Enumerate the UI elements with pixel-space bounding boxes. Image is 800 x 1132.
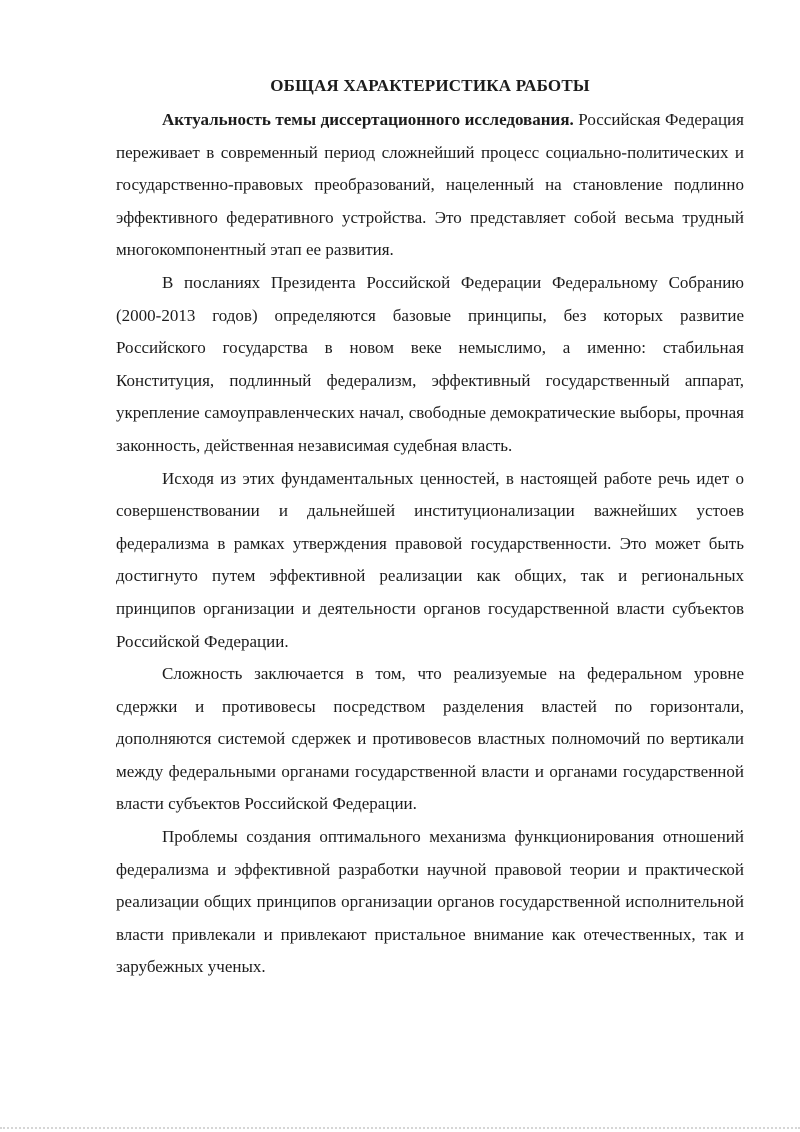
document-title: ОБЩАЯ ХАРАКТЕРИСТИКА РАБОТЫ xyxy=(270,76,590,95)
paragraph-text: В посланиях Президента Российской Федерации Федеральному Собранию (2000-2013 годов) определяются базовые принципы, без которых развитие Российского государства в новом веке немыслимо, а именно: стабильная Конституция, подлинный федерализм, эффективный государственный аппарат, укрепление самоуправленческих начал, свободные демократические выборы, прочная законность, действенная независимая судебная власть. xyxy=(116,272,744,455)
page-bottom-border xyxy=(0,1127,800,1132)
paragraph-lead-heading: Актуальность темы диссертационного исследования. xyxy=(162,110,574,129)
paragraph-problems xyxy=(116,821,744,984)
paragraph-presidential-messages xyxy=(116,267,744,463)
paragraph-fundamental-values xyxy=(116,463,744,659)
paragraph-relevance xyxy=(116,104,744,267)
paragraph-text: Исходя из этих фундаментальных ценностей, в настоящей работе речь идет о совершенствовании и дальнейшей институционализации важнейших устоев федерализма в рамках утверждения правовой государственности. Это может быть достигнуто путем эффективной реализации как общих, так и региональных принципов организации и деятельности органов государственной власти субъектов Российской Федерации. xyxy=(116,468,744,651)
paragraph-text: Российская Федерация переживает в современный период сложнейший процесс социально-политических и государственно-правовых преобразований, нацеленный на становление подлинно эффективного федеративного устройства. Это представляет собой весьма трудный многокомпонентный этап ее развития. xyxy=(116,110,744,260)
paragraph-checks-and-balances xyxy=(116,658,744,821)
document-page xyxy=(116,70,744,984)
paragraph-text: Проблемы создания оптимального механизма функционирования отношений федерализма и эффективной разработки научной правовой теории и практической реализации общих принципов организации органов государственной исполнительной власти привлекали и привлекают пристальное внимание как отечественных, так и зарубежных ученых. xyxy=(116,827,744,977)
paragraph-text: Сложность заключается в том, что реализуемые на федеральном уровне сдержки и противовесы посредством разделения властей по горизонтали, дополняются системой сдержек и противовесов властных полномочий по вертикали между федеральными органами государственной власти и органами государственной власти субъектов Российской Федерации. xyxy=(116,664,744,814)
